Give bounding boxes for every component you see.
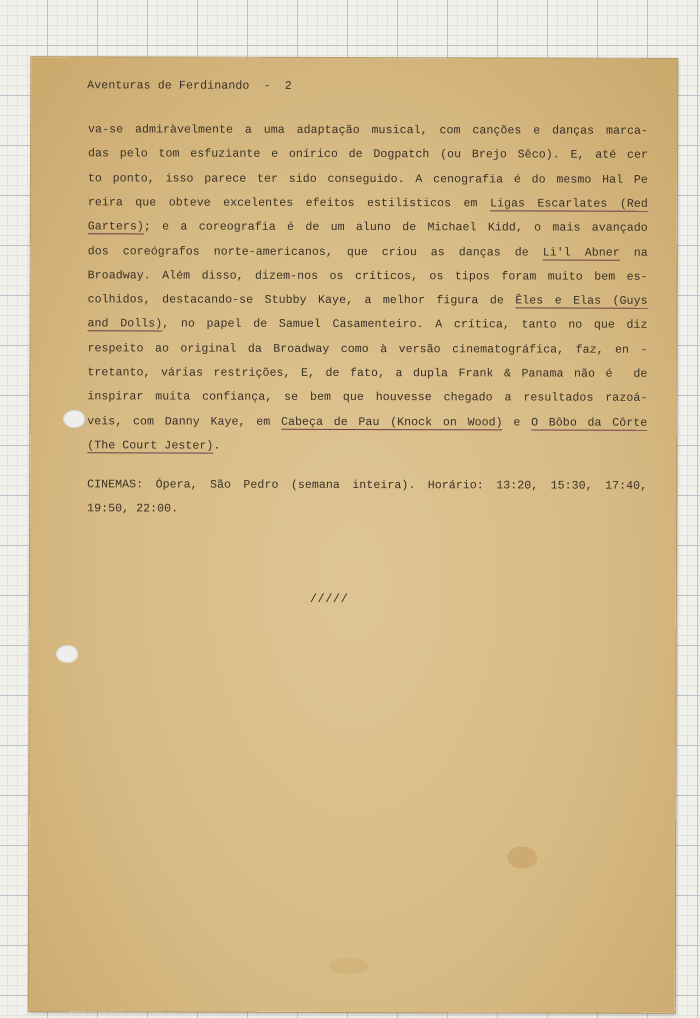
text-line xyxy=(87,366,647,380)
text-segment: dos coreógrafos norte-americanos, que criou as danças de xyxy=(87,244,543,259)
punch-hole xyxy=(56,645,78,663)
text-line xyxy=(88,318,648,332)
page-header: Aventuras de Ferdinando - 2 xyxy=(87,79,292,93)
text-line xyxy=(88,123,648,137)
text-line xyxy=(88,220,648,234)
underlined-title: Êles e Elas (Guys xyxy=(515,294,648,308)
cinemas-line: CINEMAS: Ópera, São Pedro (semana inteira). Horário: 13:20, 15:30, 17:40, xyxy=(87,478,648,493)
text-segment: respeito ao original da Broadway como à versão cinematográfica, faz, en - xyxy=(87,341,648,357)
text-segment: to ponto, isso parece ter sido conseguido. A cenografia é do mesmo Hal Pe xyxy=(87,171,648,187)
text-segment: tretanto, várias restrições, E, de fato, a dupla Frank & Panama não é de xyxy=(87,366,648,381)
text-line xyxy=(88,196,648,210)
text-line xyxy=(88,293,648,307)
underlined-title: Ligas Escarlates (Red xyxy=(489,197,648,211)
typed-page xyxy=(29,57,677,1013)
underlined-title: and Dolls) xyxy=(87,317,163,331)
text-line xyxy=(88,269,648,283)
punch-hole xyxy=(63,410,85,428)
text-line xyxy=(87,391,647,405)
paper-stain xyxy=(329,958,369,974)
text-line xyxy=(88,172,648,186)
text-segment: das pelo tom esfuziante e onírico de Dogpatch (ou Brejo Sêco). E, até cer xyxy=(87,147,649,163)
text-segment: va-se admiràvelmente a uma adaptação musical, com canções e danças marca- xyxy=(88,123,649,138)
text-line xyxy=(87,439,647,453)
text-segment: colhidos, destacando-se Stubby Kaye, a melhor figura de xyxy=(87,293,516,308)
text-line xyxy=(87,415,647,429)
underlined-title: Cabeça de Pau (Knock on Wood) xyxy=(280,415,503,429)
text-segment: inspirar muita confiança, se bem que houvesse chegado a resultados razoá- xyxy=(87,390,648,406)
text-segment: , no papel de Samuel Casamenteiro. A crítica, tanto no que diz xyxy=(162,317,648,333)
text-line xyxy=(87,342,647,356)
text-segment: Broadway. Além disso, dizem-nos os críticos, os tipos foram muito bem es- xyxy=(87,269,648,284)
text-line xyxy=(88,245,648,259)
end-mark: ///// xyxy=(309,591,349,606)
text-segment: e xyxy=(502,415,532,430)
text-segment: ; e a coreografia é de um aluno de Michael Kidd, o mais avançado xyxy=(143,220,648,235)
text-segment: veis, com Danny Kaye, em xyxy=(87,414,281,429)
cinemas-line: 19:50, 22:00. xyxy=(87,502,179,516)
underlined-title: Li'l Abner xyxy=(542,245,620,260)
underlined-title: (The Court Jester) xyxy=(87,439,214,453)
underlined-title: O Bôbo da Côrte xyxy=(531,416,648,430)
text-line xyxy=(88,148,648,162)
paper-stain xyxy=(507,846,537,868)
text-segment: na xyxy=(619,246,648,260)
text-segment: reira que obteve excelentes efeitos estilísticos em xyxy=(87,196,490,211)
text-segment: . xyxy=(213,439,221,453)
underlined-title: Garters) xyxy=(87,220,144,234)
